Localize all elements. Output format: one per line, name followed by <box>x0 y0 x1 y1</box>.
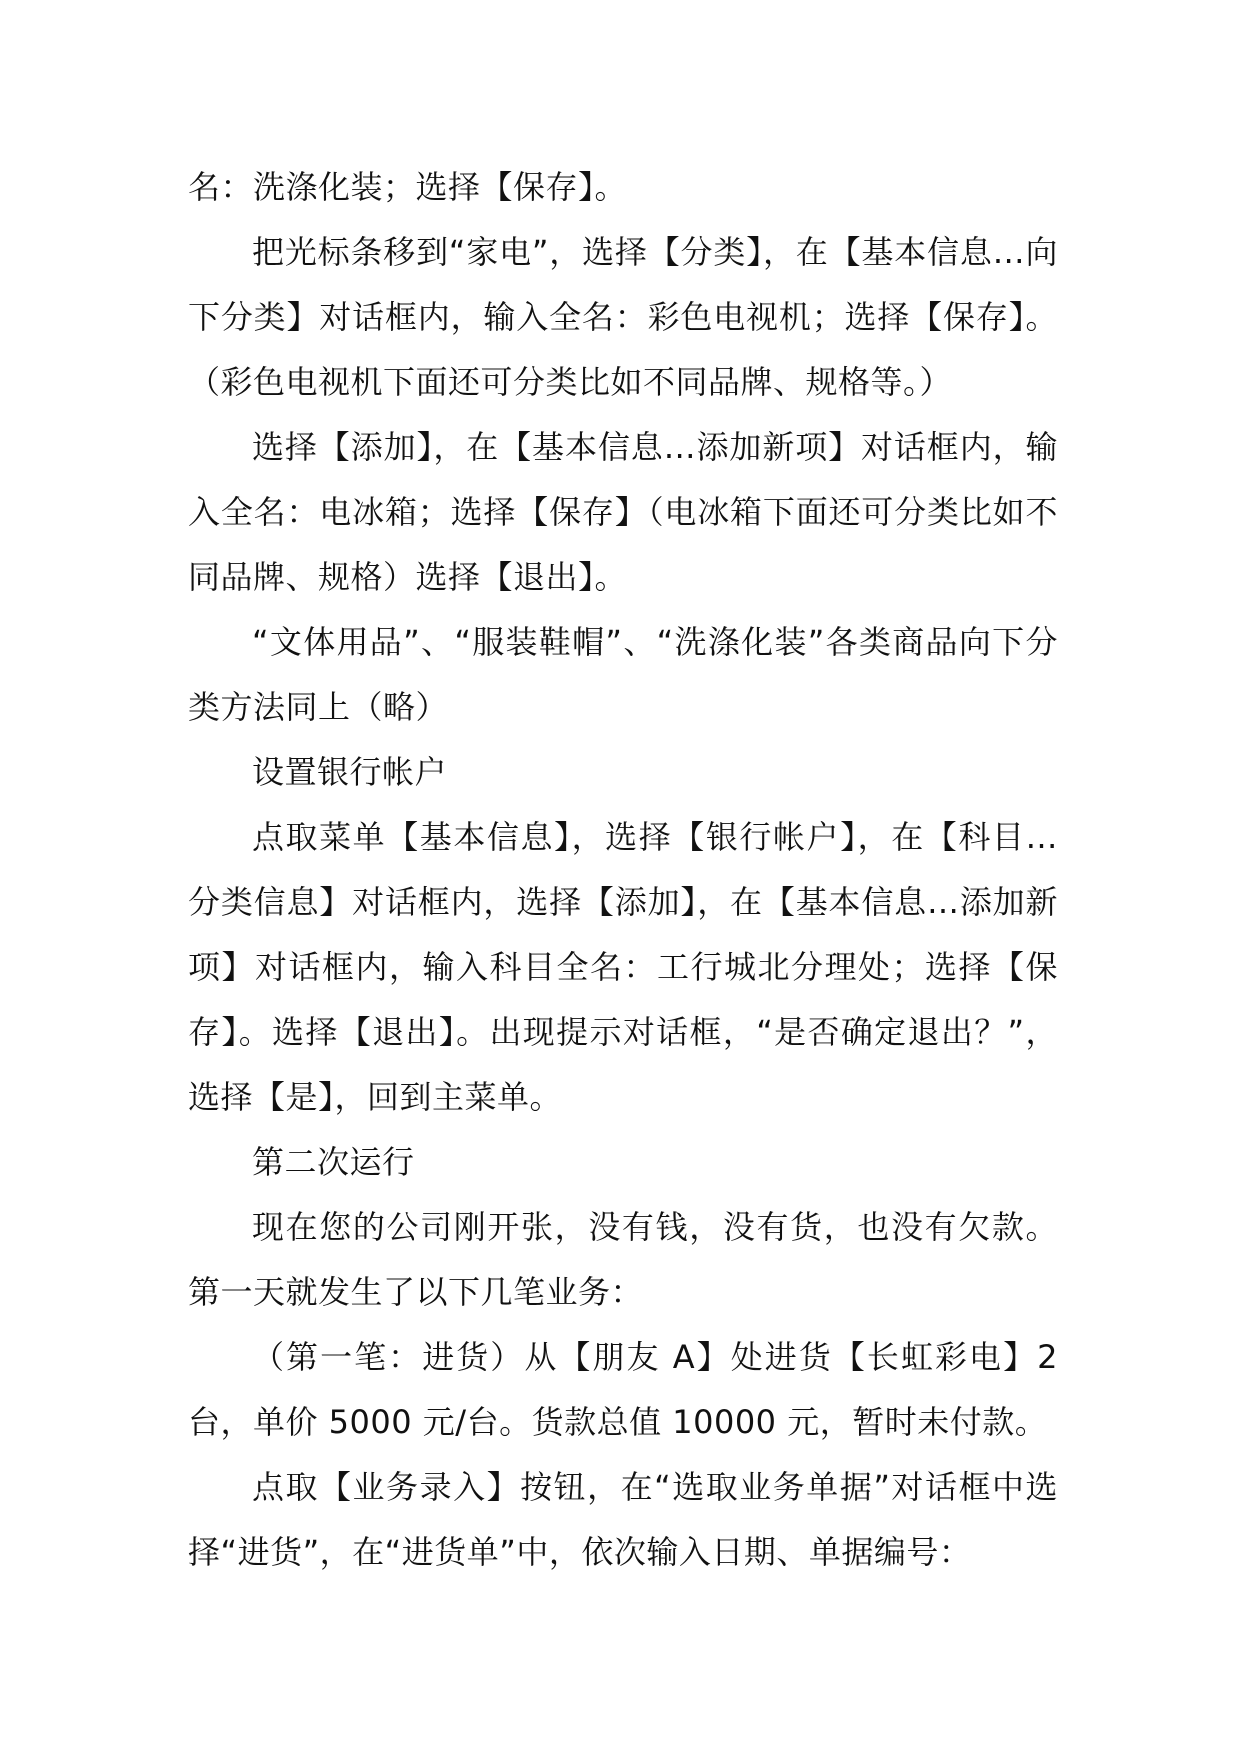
paragraph-fridge-add: 选择【添加】，在【基本信息…添加新项】对话框内，输入全名：电冰箱；选择【保存】（电冰箱下面还可分类比如不同品牌、规格）选择【退出】。 <box>188 428 1058 596</box>
heading-second-run: 第二次运行 <box>252 1143 415 1181</box>
paragraph-company-intro: 现在您的公司刚开张，没有钱，没有货，也没有欠款。第一天就发生了以下几笔业务： <box>188 1208 1058 1311</box>
paragraph-business-entry: 点取【业务录入】按钮，在“选取业务单据”对话框中选择“进货”，在“进货单”中，依次输入日期、单据编号： <box>188 1468 1058 1571</box>
paragraph-first-purchase: （第一笔：进货）从【朋友 A】处进货【长虹彩电】2 台，单价 5000 元/台。货款总值 10000 元，暂时未付款。 <box>188 1338 1058 1441</box>
paragraph-other-categories: “文体用品”、“服装鞋帽”、“洗涤化装”各类商品向下分类方法同上（略） <box>188 623 1058 726</box>
paragraph-bank-account-steps: 点取菜单【基本信息】，选择【银行帐户】，在【科目…分类信息】对话框内，选择【添加】，在【基本信息…添加新项】对话框内，输入科目全名：工行城北分理处；选择【保存】。选择【退出】。出现提示对话框，“是否确定退出？”，选择【是】，回到主菜单。 <box>188 818 1058 1116</box>
paragraph-tv-category: 把光标条移到“家电”，选择【分类】，在【基本信息…向下分类】对话框内，输入全名：彩色电视机；选择【保存】。（彩色电视机下面还可分类比如不同品牌、规格等。） <box>188 233 1058 401</box>
paragraph-continued-name: 名：洗涤化装；选择【保存】。 <box>188 168 628 206</box>
document-page <box>188 155 1058 1585</box>
heading-bank-account: 设置银行帐户 <box>252 753 448 791</box>
